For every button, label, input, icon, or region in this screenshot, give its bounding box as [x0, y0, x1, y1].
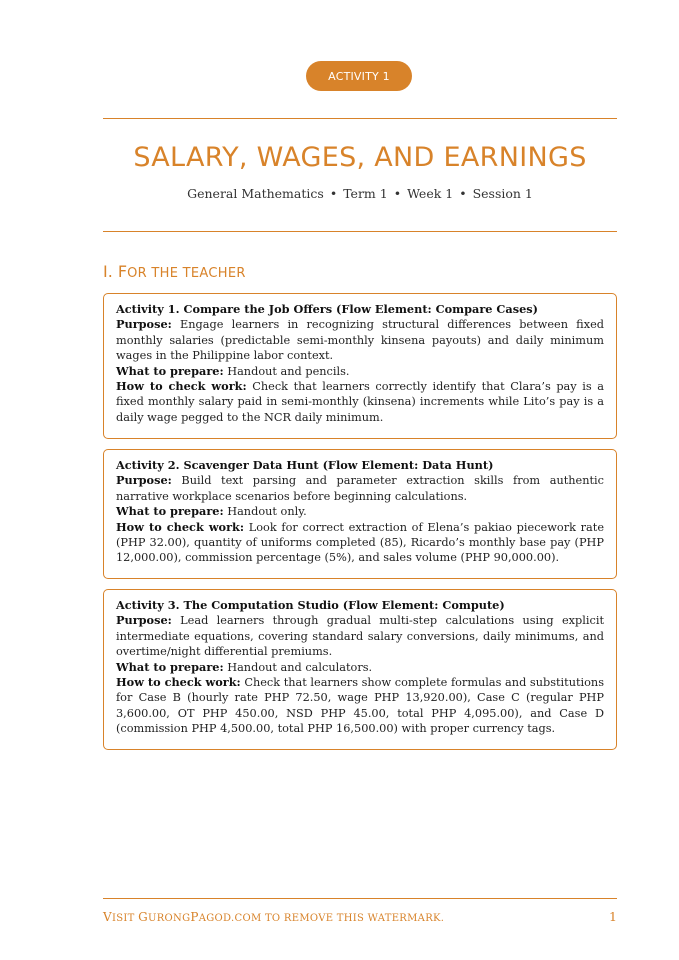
- activity-card-2: [103, 449, 617, 579]
- section-heading: [103, 262, 246, 281]
- check-label: How to check work:: [116, 675, 241, 690]
- purpose-text: Engage learners in recognizing structural differences between fixed monthly salaries (predictable semi-monthly kinsena payouts) and daily minimum wages in the Philippine labor context.: [116, 318, 604, 363]
- section-numeral: I.: [103, 262, 113, 281]
- page-subtitle: [103, 186, 617, 201]
- watermark-link[interactable]: [103, 910, 444, 924]
- section-rest: OR THE TEACHER: [127, 266, 246, 281]
- purpose-text: Lead learners through gradual multi-step calculations using explicit intermediate equations, covering standard salary conversions, daily minimums, and overtime/night differential premiums.: [116, 614, 604, 659]
- subtitle-separator: •: [329, 186, 338, 201]
- footer-divider: [103, 898, 617, 899]
- prepare-text: Handout and calculators.: [227, 660, 373, 674]
- purpose-label: Purpose:: [116, 317, 172, 332]
- activity-title: Activity 3. The Computation Studio (Flow Element: Compute): [116, 598, 505, 612]
- subtitle-session: Session 1: [472, 186, 533, 201]
- check-text: Check that learners show complete formulas and substitutions for Case B (hourly rate PHP 72.50, wage PHP 13,920.00), Case C (regular PHP 3,600.00, OT PHP 450.00, NSD PHP 45.00, total PHP 4,095.00), and Case D (commission PHP 4,500.00, total PHP 16,500.00) with proper currency tags.: [116, 676, 604, 736]
- check-label: How to check work:: [116, 379, 247, 394]
- prepare-label: What to prepare:: [116, 659, 224, 674]
- subtitle-separator: •: [459, 186, 467, 201]
- watermark-part: ISIT: [111, 913, 139, 924]
- check-text: Check that learners correctly identify that Clara’s pay is a fixed monthly salary paid in semi-monthly (kinsena) increments while Lito’s pay is a daily wage pegged to the NCR daily minimum.: [116, 380, 604, 424]
- watermark-initial: P: [190, 910, 199, 924]
- prepare-label: What to prepare:: [116, 504, 224, 519]
- watermark-initial: V: [103, 910, 112, 924]
- purpose-label: Purpose:: [116, 613, 172, 628]
- prepare-text: Handout only.: [227, 505, 307, 519]
- prepare-label: What to prepare:: [116, 363, 224, 378]
- activity-title: Activity 1. Compare the Job Offers (Flow Element: Compare Cases): [116, 302, 538, 316]
- page-number: 1: [609, 909, 617, 924]
- watermark-part: AGOD.COM TO REMOVE THIS WATERMARK.: [198, 913, 445, 924]
- activity-card-1: [103, 293, 617, 439]
- check-text: Look for correct extraction of Elena’s pakiao piecework rate (PHP 32.00), quantity of uniforms completed (85), Ricardo’s monthly base pay (PHP 12,000.00), commission percentage (5%), and sales volume (PHP 90,000.00).: [116, 520, 605, 565]
- purpose-label: Purpose:: [116, 473, 172, 488]
- subtitle-term: Term 1: [343, 186, 388, 201]
- watermark-part: URONG: [147, 913, 191, 924]
- subtitle-separator: •: [393, 186, 402, 201]
- subtitle-subject: General Mathematics: [187, 186, 324, 201]
- title-divider: [103, 231, 617, 232]
- check-label: How to check work:: [116, 519, 245, 534]
- page-title: SALARY, WAGES, AND EARNINGS: [133, 142, 587, 173]
- activity-title: Activity 2. Scavenger Data Hunt (Flow Element: Data Hunt): [116, 458, 494, 472]
- activity-card-3: [103, 589, 617, 750]
- subtitle-week: Week 1: [407, 186, 454, 201]
- prepare-text: Handout and pencils.: [227, 364, 350, 378]
- section-initial: F: [117, 262, 128, 281]
- top-divider: [103, 118, 617, 119]
- activity-badge: ACTIVITY 1: [306, 61, 412, 91]
- purpose-text: Build text parsing and parameter extraction skills from authentic narrative workplace scenarios before beginning calculations.: [116, 474, 604, 503]
- watermark-initial: G: [138, 910, 148, 924]
